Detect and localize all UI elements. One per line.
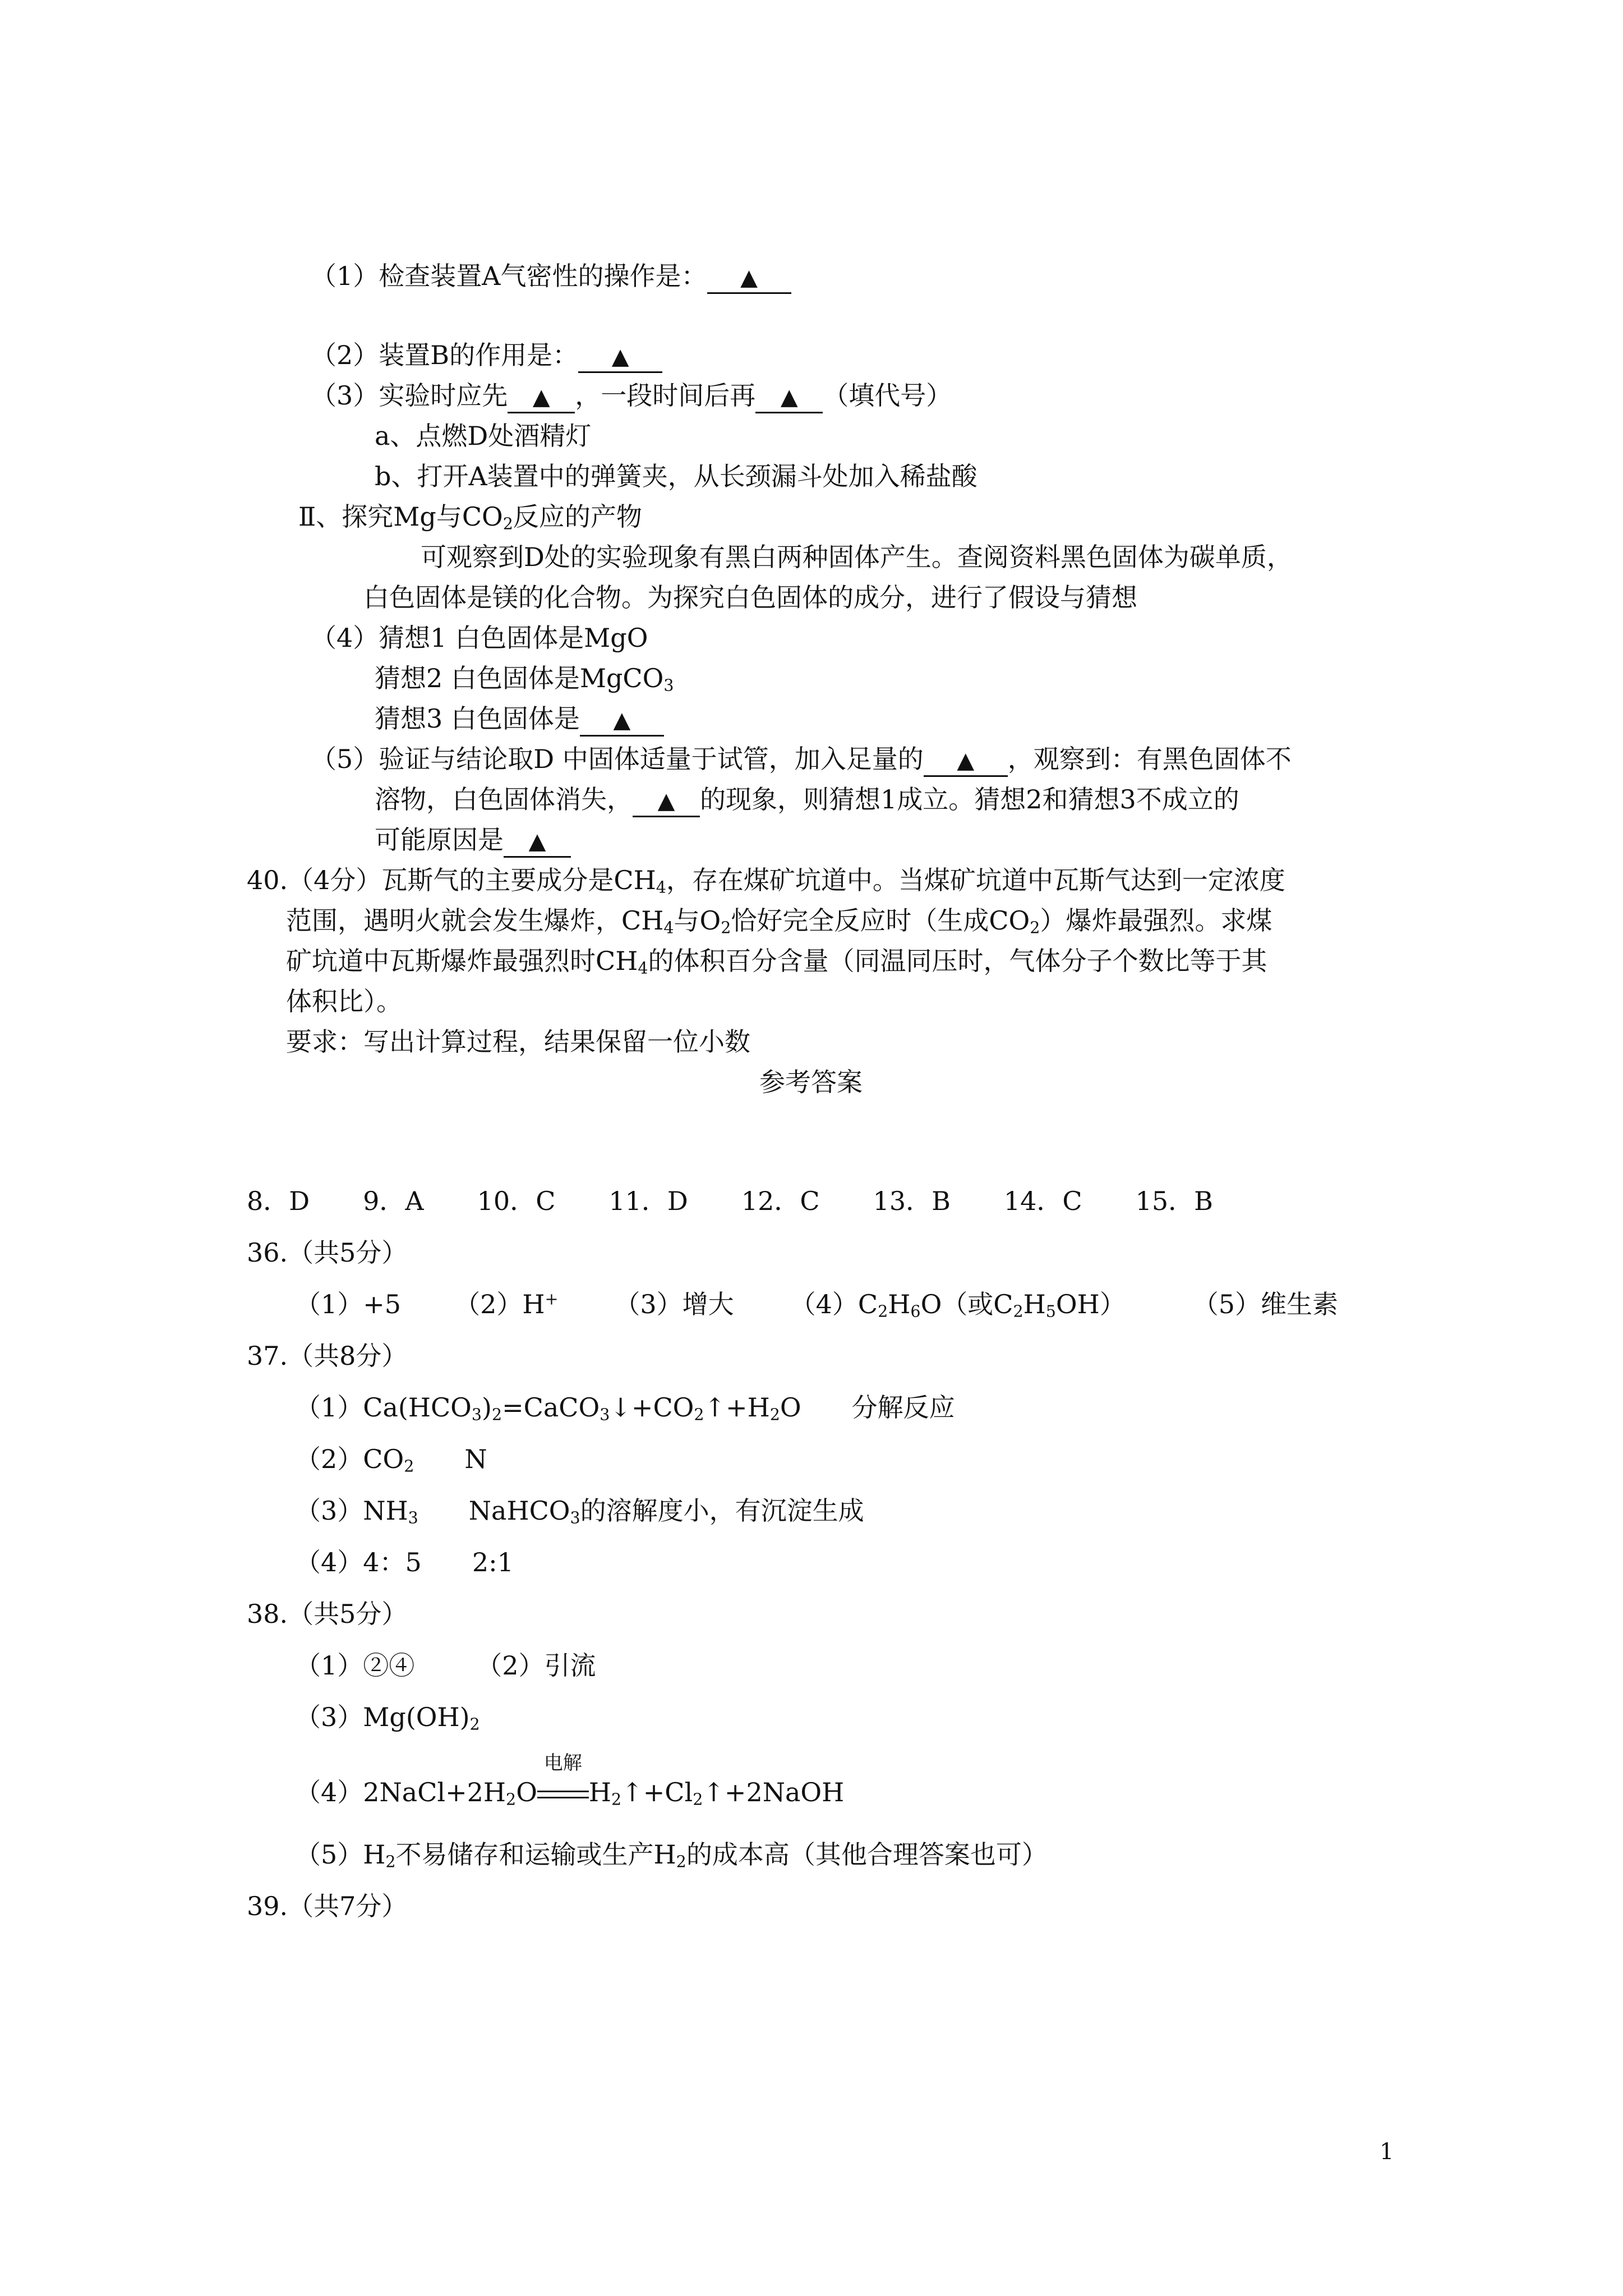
answer-blank <box>707 261 791 294</box>
equation: ↑+2NaOH <box>703 1777 845 1807</box>
subscript: 2 <box>506 1790 517 1809</box>
equation: O <box>516 1777 537 1807</box>
subscript: 2 <box>502 514 513 533</box>
subscript: 6 <box>910 1302 921 1321</box>
guess-3-text: 猜想3 白色固体是 <box>375 703 580 734</box>
triangle-icon <box>957 748 974 774</box>
answer-39-heading: 39.（共7分） <box>247 1891 408 1921</box>
equation: =CaCO <box>502 1392 600 1423</box>
mc-answer: 11．D <box>608 1186 688 1216</box>
triangle-icon <box>740 265 758 291</box>
answer-text: NaHCO <box>468 1496 570 1526</box>
question-40-text: ）爆炸最强烈。求煤 <box>1040 905 1272 936</box>
question-40-text: 的体积百分含量（同温同压时，气体分子个数比等于其 <box>648 946 1267 976</box>
multiple-choice-answers <box>247 1184 1213 1218</box>
paragraph-line-1: 可观察到D处的实验现象有黑白两种固体产生。查阅资料黑色固体为碳单质， <box>421 542 1293 572</box>
question-5-line-1 <box>311 742 1292 777</box>
question-40-text: 范围，遇明火就会发生爆炸，CH <box>286 905 664 936</box>
mc-answer: 13．B <box>873 1186 951 1216</box>
question-5-line-2 <box>375 783 1239 817</box>
question-3-option-a: a、点燃D处酒精灯 <box>375 421 592 451</box>
page-number: 1 <box>1380 2139 1394 2165</box>
condition-label: 电解 <box>543 1752 582 1774</box>
answer-text: （4）4：5 <box>295 1547 422 1577</box>
answer-38-3 <box>295 1700 480 1734</box>
answer-text: （5）H <box>295 1839 386 1870</box>
superscript: + <box>545 1290 559 1309</box>
triangle-icon <box>612 344 629 370</box>
question-5-text-end: 的现象，则猜想1成立。猜想2和猜想3不成立的 <box>700 784 1239 815</box>
triangle-icon <box>658 788 675 814</box>
subscript: 2 <box>721 918 731 937</box>
answer-36-3: （3）增大 <box>614 1289 734 1319</box>
triangle-icon <box>614 707 631 733</box>
question-1-text: （1）检查装置A气密性的操作是： <box>311 261 707 291</box>
answer-37-3 <box>295 1494 864 1527</box>
subscript: 2 <box>693 1790 703 1809</box>
question-5-text: （5）验证与结论取D 中固体适量于试管，加入足量的 <box>311 744 924 774</box>
question-4-guess-2 <box>375 661 674 695</box>
answer-text: 的溶解度小，有沉淀生成 <box>580 1496 864 1526</box>
mc-answer: 15．B <box>1135 1186 1213 1216</box>
answer-36-5: （5）维生素 <box>1192 1289 1339 1319</box>
answer-blank <box>578 341 662 373</box>
question-5-text: 可能原因是 <box>375 825 504 855</box>
answer-blank <box>580 704 664 737</box>
question-3-suffix: （填代号） <box>823 380 952 411</box>
question-3-text: （3）实验时应先 <box>311 380 508 411</box>
answer-36-4: H <box>888 1289 911 1319</box>
subscript: 2 <box>694 1405 704 1424</box>
reaction-type: 分解反应 <box>851 1392 955 1423</box>
answer-text: （2）CO <box>295 1444 404 1474</box>
answer-38-heading: 38.（共5分） <box>247 1599 408 1629</box>
electrolysis-equals <box>537 1752 589 1809</box>
mc-answer: 8．D <box>247 1186 310 1216</box>
answer-36-heading: 36.（共5分） <box>247 1237 408 1268</box>
answer-37-heading: 37.（共8分） <box>247 1341 408 1371</box>
question-3 <box>311 379 952 413</box>
question-40-requirement: 要求：写出计算过程，结果保留一位小数 <box>286 1027 750 1057</box>
equation: O <box>780 1392 801 1423</box>
subscript: 2 <box>1030 918 1040 937</box>
subscript: 2 <box>611 1790 622 1809</box>
question-2 <box>311 338 662 373</box>
answer-blank <box>508 381 575 413</box>
answer-text: N <box>464 1444 487 1474</box>
question-40-line-1 <box>247 863 1285 897</box>
subscript: 2 <box>404 1457 414 1476</box>
subscript: 2 <box>385 1852 396 1871</box>
answer-text: 不易储存和运输或生产H <box>395 1839 676 1870</box>
subscript: 2 <box>676 1852 686 1871</box>
subscript: 3 <box>408 1508 418 1527</box>
answer-blank <box>924 744 1008 777</box>
answer-text: （3）NH <box>295 1496 408 1526</box>
equation: ↑+Cl <box>621 1777 693 1807</box>
question-40-text: 矿坑道中瓦斯爆炸最强烈时CH <box>286 946 638 976</box>
answer-text: （2）引流 <box>476 1650 596 1681</box>
part-2-text: Ⅱ、探究Mg与CO <box>298 501 503 532</box>
answer-36-4: OH） <box>1055 1289 1126 1319</box>
subscript: 3 <box>471 1405 482 1424</box>
equation: ) <box>482 1392 492 1423</box>
mc-answer: 12．C <box>741 1186 820 1216</box>
subscript: 4 <box>656 878 666 897</box>
question-40-text: 恰好完全反应时（生成CO <box>731 905 1030 936</box>
answer-text: （3）Mg(OH) <box>295 1702 470 1732</box>
question-3-mid: ，一段时间后再 <box>575 380 756 411</box>
question-40-line-2 <box>286 904 1272 937</box>
answer-blank <box>633 785 700 817</box>
equation: ↑+H <box>704 1392 770 1423</box>
answer-37-4 <box>295 1545 514 1579</box>
guess-2-text: 猜想2 白色固体是MgCO <box>375 663 664 693</box>
part-2-text-end: 反应的产物 <box>513 501 642 532</box>
equation: ↓+CO <box>610 1392 694 1423</box>
subscript: 4 <box>663 918 674 937</box>
answer-36-4: O（或C <box>920 1289 1013 1319</box>
triangle-icon <box>533 384 550 410</box>
subscript: 5 <box>1045 1302 1056 1321</box>
answers-title: 参考答案 <box>759 1067 863 1097</box>
question-5-text: 溶物，白色固体消失， <box>375 784 633 815</box>
triangle-icon <box>529 829 546 854</box>
answer-36-1: （1）+5 <box>295 1289 402 1319</box>
answer-text: 2:1 <box>472 1547 514 1577</box>
mc-answer: 9．A <box>363 1186 424 1216</box>
answer-38-5 <box>295 1838 1048 1871</box>
question-1 <box>311 259 791 294</box>
answer-36-2: （2）H <box>454 1289 545 1319</box>
part-2-heading <box>298 500 642 533</box>
equals-sign <box>537 1791 589 1798</box>
question-40-line-3 <box>286 944 1267 978</box>
answer-36-items <box>295 1287 1338 1321</box>
question-40-text: ，存在煤矿坑道中。当煤矿坑道中瓦斯气达到一定浓度 <box>666 865 1285 895</box>
subscript: 2 <box>491 1405 502 1424</box>
answer-37-1 <box>295 1391 955 1424</box>
answer-38-1 <box>295 1649 596 1682</box>
subscript: 3 <box>570 1508 580 1527</box>
subscript: 2 <box>878 1302 888 1321</box>
answer-37-2 <box>295 1442 487 1476</box>
answer-blank <box>504 825 571 858</box>
subscript: 3 <box>663 676 674 695</box>
question-4-guess-3 <box>375 702 664 737</box>
question-40-text: 40.（4分）瓦斯气的主要成分是CH <box>247 865 656 895</box>
mc-answer: 10．C <box>477 1186 556 1216</box>
equation: H <box>588 1777 612 1807</box>
question-2-text: （2）装置B的作用是： <box>311 340 579 370</box>
subscript: 4 <box>638 959 648 978</box>
equation: （4）2NaCl+2H <box>295 1777 506 1807</box>
question-40-text: 与O <box>674 905 721 936</box>
answer-38-4 <box>295 1752 845 1809</box>
subscript: 3 <box>600 1405 610 1424</box>
answer-text: （1）②④ <box>295 1650 415 1681</box>
mc-answer: 14．C <box>1003 1186 1082 1216</box>
answer-blank <box>755 381 823 413</box>
question-4-guess-1: （4）猜想1 白色固体是MgO <box>311 623 648 653</box>
paragraph-line-2: 白色固体是镁的化合物。为探究白色固体的成分，进行了假设与猜想 <box>363 582 1137 613</box>
answer-36-4: （4）C <box>790 1289 878 1319</box>
equation: （1）Ca(HCO <box>295 1392 472 1423</box>
subscript: 2 <box>1013 1302 1023 1321</box>
triangle-icon <box>781 384 798 410</box>
question-5-line-3 <box>375 823 571 858</box>
question-5-text-end: ，观察到：有黑色固体不 <box>1007 744 1292 774</box>
question-40-line-4: 体积比）。 <box>286 986 402 1016</box>
answer-text: 的成本高（其他合理答案也可） <box>686 1839 1048 1870</box>
answer-36-4: H <box>1023 1289 1046 1319</box>
subscript: 2 <box>469 1715 480 1734</box>
subscript: 2 <box>769 1405 780 1424</box>
question-3-option-b: b、打开A装置中的弹簧夹，从长颈漏斗处加入稀盐酸 <box>375 461 978 491</box>
